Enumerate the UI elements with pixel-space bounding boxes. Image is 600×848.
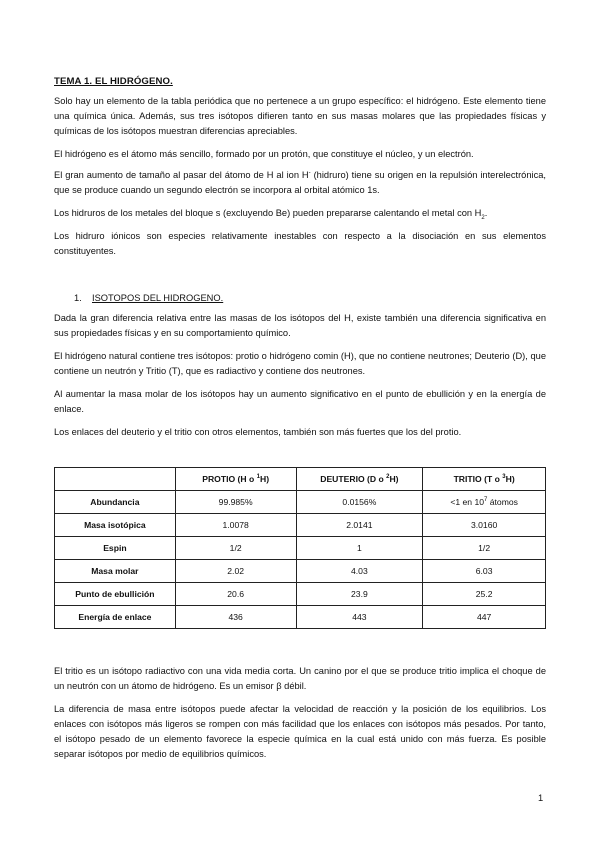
section-paragraph-4: Los enlaces del deuterio y el tritio con otros elementos, también son más fuertes que los del protio. bbox=[54, 427, 462, 437]
tritio-header-end: H) bbox=[505, 474, 515, 484]
row-label: Masa molar bbox=[55, 560, 176, 583]
row-label: Espin bbox=[55, 537, 176, 560]
paragraph-isotope-effects: La diferencia de masa entre isótopos puede afectar la velocidad de reacción y la posición de los equilibrios. Los enlaces con isótopos más ligeros se rompen con más facilidad que los enlaces con isótopos más pesados. Por tanto, el isótopo pesado de un elemento favorece la especie química en la cual está unido con más fuerza. Es posible separar isótopos por medio de equilibrios químicos. bbox=[54, 704, 546, 759]
table-cell: 25.2 bbox=[423, 583, 546, 606]
protio-mass-number: 1 bbox=[256, 474, 260, 481]
table-row bbox=[55, 537, 546, 560]
paragraph-tritium: El tritio es un isótopo radiactivo con una vida media corta. Un canino por el que se produce tritio implica el choque de un neutrón con un átomo de hidrógeno. Es un emisor β débil. bbox=[54, 666, 546, 691]
table-cell: 1.0078 bbox=[175, 514, 296, 537]
table-cell: 447 bbox=[423, 606, 546, 629]
table-cell: 1/2 bbox=[423, 537, 546, 560]
paragraph-s-block-hydrides bbox=[54, 206, 546, 221]
table-cell: 0.0156% bbox=[296, 491, 423, 514]
row-label: Punto de ebullición bbox=[55, 583, 176, 606]
table-cell: 99.985% bbox=[175, 491, 296, 514]
section-paragraph-3: Al aumentar la masa molar de los isótopos hay un aumento significativo en el punto de ebullición y en la energía de enlace. bbox=[54, 389, 546, 414]
tritio-mass-number: 3 bbox=[502, 474, 506, 481]
table-cell: 3.0160 bbox=[423, 514, 546, 537]
table-cell: 6.03 bbox=[423, 560, 546, 583]
paragraph-hydride-ion-text-end: (hidruro) tiene su origen en la repulsión interelectrónica, que se produce cuando un segundo electrón se incorpora al orbital atómico 1s. bbox=[54, 170, 546, 195]
page-title: TEMA 1. EL HIDRÓGENO. bbox=[54, 76, 173, 87]
column-header-protio bbox=[175, 468, 296, 491]
superscript-minus: - bbox=[308, 169, 311, 176]
paragraph-hydride-ion-text: El gran aumento de tamaño al pasar del átomo de H al ion H bbox=[54, 170, 309, 180]
table-cell: 4.03 bbox=[296, 560, 423, 583]
paragraph-ionic-hydrides: Los hidruro iónicos son especies relativamente inestables con respecto a la disociación en sus elementos constituyentes. bbox=[54, 231, 546, 256]
column-header-tritio bbox=[423, 468, 546, 491]
table-row bbox=[55, 583, 546, 606]
table-header-row bbox=[55, 468, 546, 491]
deuterio-mass-number: 2 bbox=[386, 474, 390, 481]
isotopes-table bbox=[54, 467, 546, 629]
protio-header-text: PROTIO (H o bbox=[202, 474, 257, 484]
intro-paragraph-2: El hidrógeno es el átomo más sencillo, formado por un protón, que constituye el núcleo, y un electrón. bbox=[54, 149, 474, 159]
section-title: ISOTOPOS DEL HIDROGENO. bbox=[92, 293, 224, 303]
section-number: 1. bbox=[74, 293, 82, 303]
table-row bbox=[55, 491, 546, 514]
table-cell: 436 bbox=[175, 606, 296, 629]
section-heading bbox=[74, 293, 224, 303]
row-label: Abundancia bbox=[55, 491, 176, 514]
deuterio-header-text: DEUTERIO (D o bbox=[320, 474, 387, 484]
table-row bbox=[55, 514, 546, 537]
row-label: Masa isotópica bbox=[55, 514, 176, 537]
abundance-text-end: átomos bbox=[487, 497, 518, 507]
table-cell: 443 bbox=[296, 606, 423, 629]
abundance-exponent: 7 bbox=[484, 497, 488, 504]
tritio-header-text: TRITIO (T o bbox=[453, 474, 503, 484]
paragraph-s-block-end: . bbox=[484, 208, 488, 218]
intro-paragraph-1: Solo hay un elemento de la tabla periódica que no pertenece a un grupo específico: el hidrógeno. Este elemento tiene una química única. Además, sus tres isótopos difieren tanto en sus masas molares que las propiedades físicas y químicas de los isótopos muestran diferencias apreciables. bbox=[54, 96, 546, 136]
page-number: 1 bbox=[538, 793, 544, 803]
table-cell: 2.02 bbox=[175, 560, 296, 583]
table-cell: 23.9 bbox=[296, 583, 423, 606]
column-header-deuterio bbox=[296, 468, 423, 491]
subscript-2: 2 bbox=[481, 214, 485, 221]
deuterio-header-end: H) bbox=[389, 474, 399, 484]
table-cell: 1/2 bbox=[175, 537, 296, 560]
table-row bbox=[55, 606, 546, 629]
table-cell-tritium-abundance bbox=[423, 491, 546, 514]
row-label: Energía de enlace bbox=[55, 606, 176, 629]
table-corner-cell bbox=[55, 468, 176, 491]
protio-header-end: H) bbox=[260, 474, 270, 484]
section-paragraph-1: Dada la gran diferencia relativa entre las masas de los isótopos del H, existe también una diferencia significativa en sus propiedades físicas y en su comportamiento químico. bbox=[54, 313, 546, 338]
abundance-text: <1 en 10 bbox=[450, 497, 485, 507]
table-row bbox=[55, 560, 546, 583]
table-cell: 2.0141 bbox=[296, 514, 423, 537]
section-paragraph-2: El hidrógeno natural contiene tres isótopos: protio o hidrógeno comin (H), que no contiene neutrones; Deuterio (D), que contiene un neutrón y Tritio (T), que es radiactivo y contiene dos neutrones. bbox=[54, 351, 546, 376]
table-cell: 1 bbox=[296, 537, 423, 560]
paragraph-s-block-text: Los hidruros de los metales del bloque s (excluyendo Be) pueden prepararse calentando el metal con H bbox=[54, 208, 482, 218]
paragraph-hydride-ion bbox=[54, 168, 546, 198]
table-cell: 20.6 bbox=[175, 583, 296, 606]
